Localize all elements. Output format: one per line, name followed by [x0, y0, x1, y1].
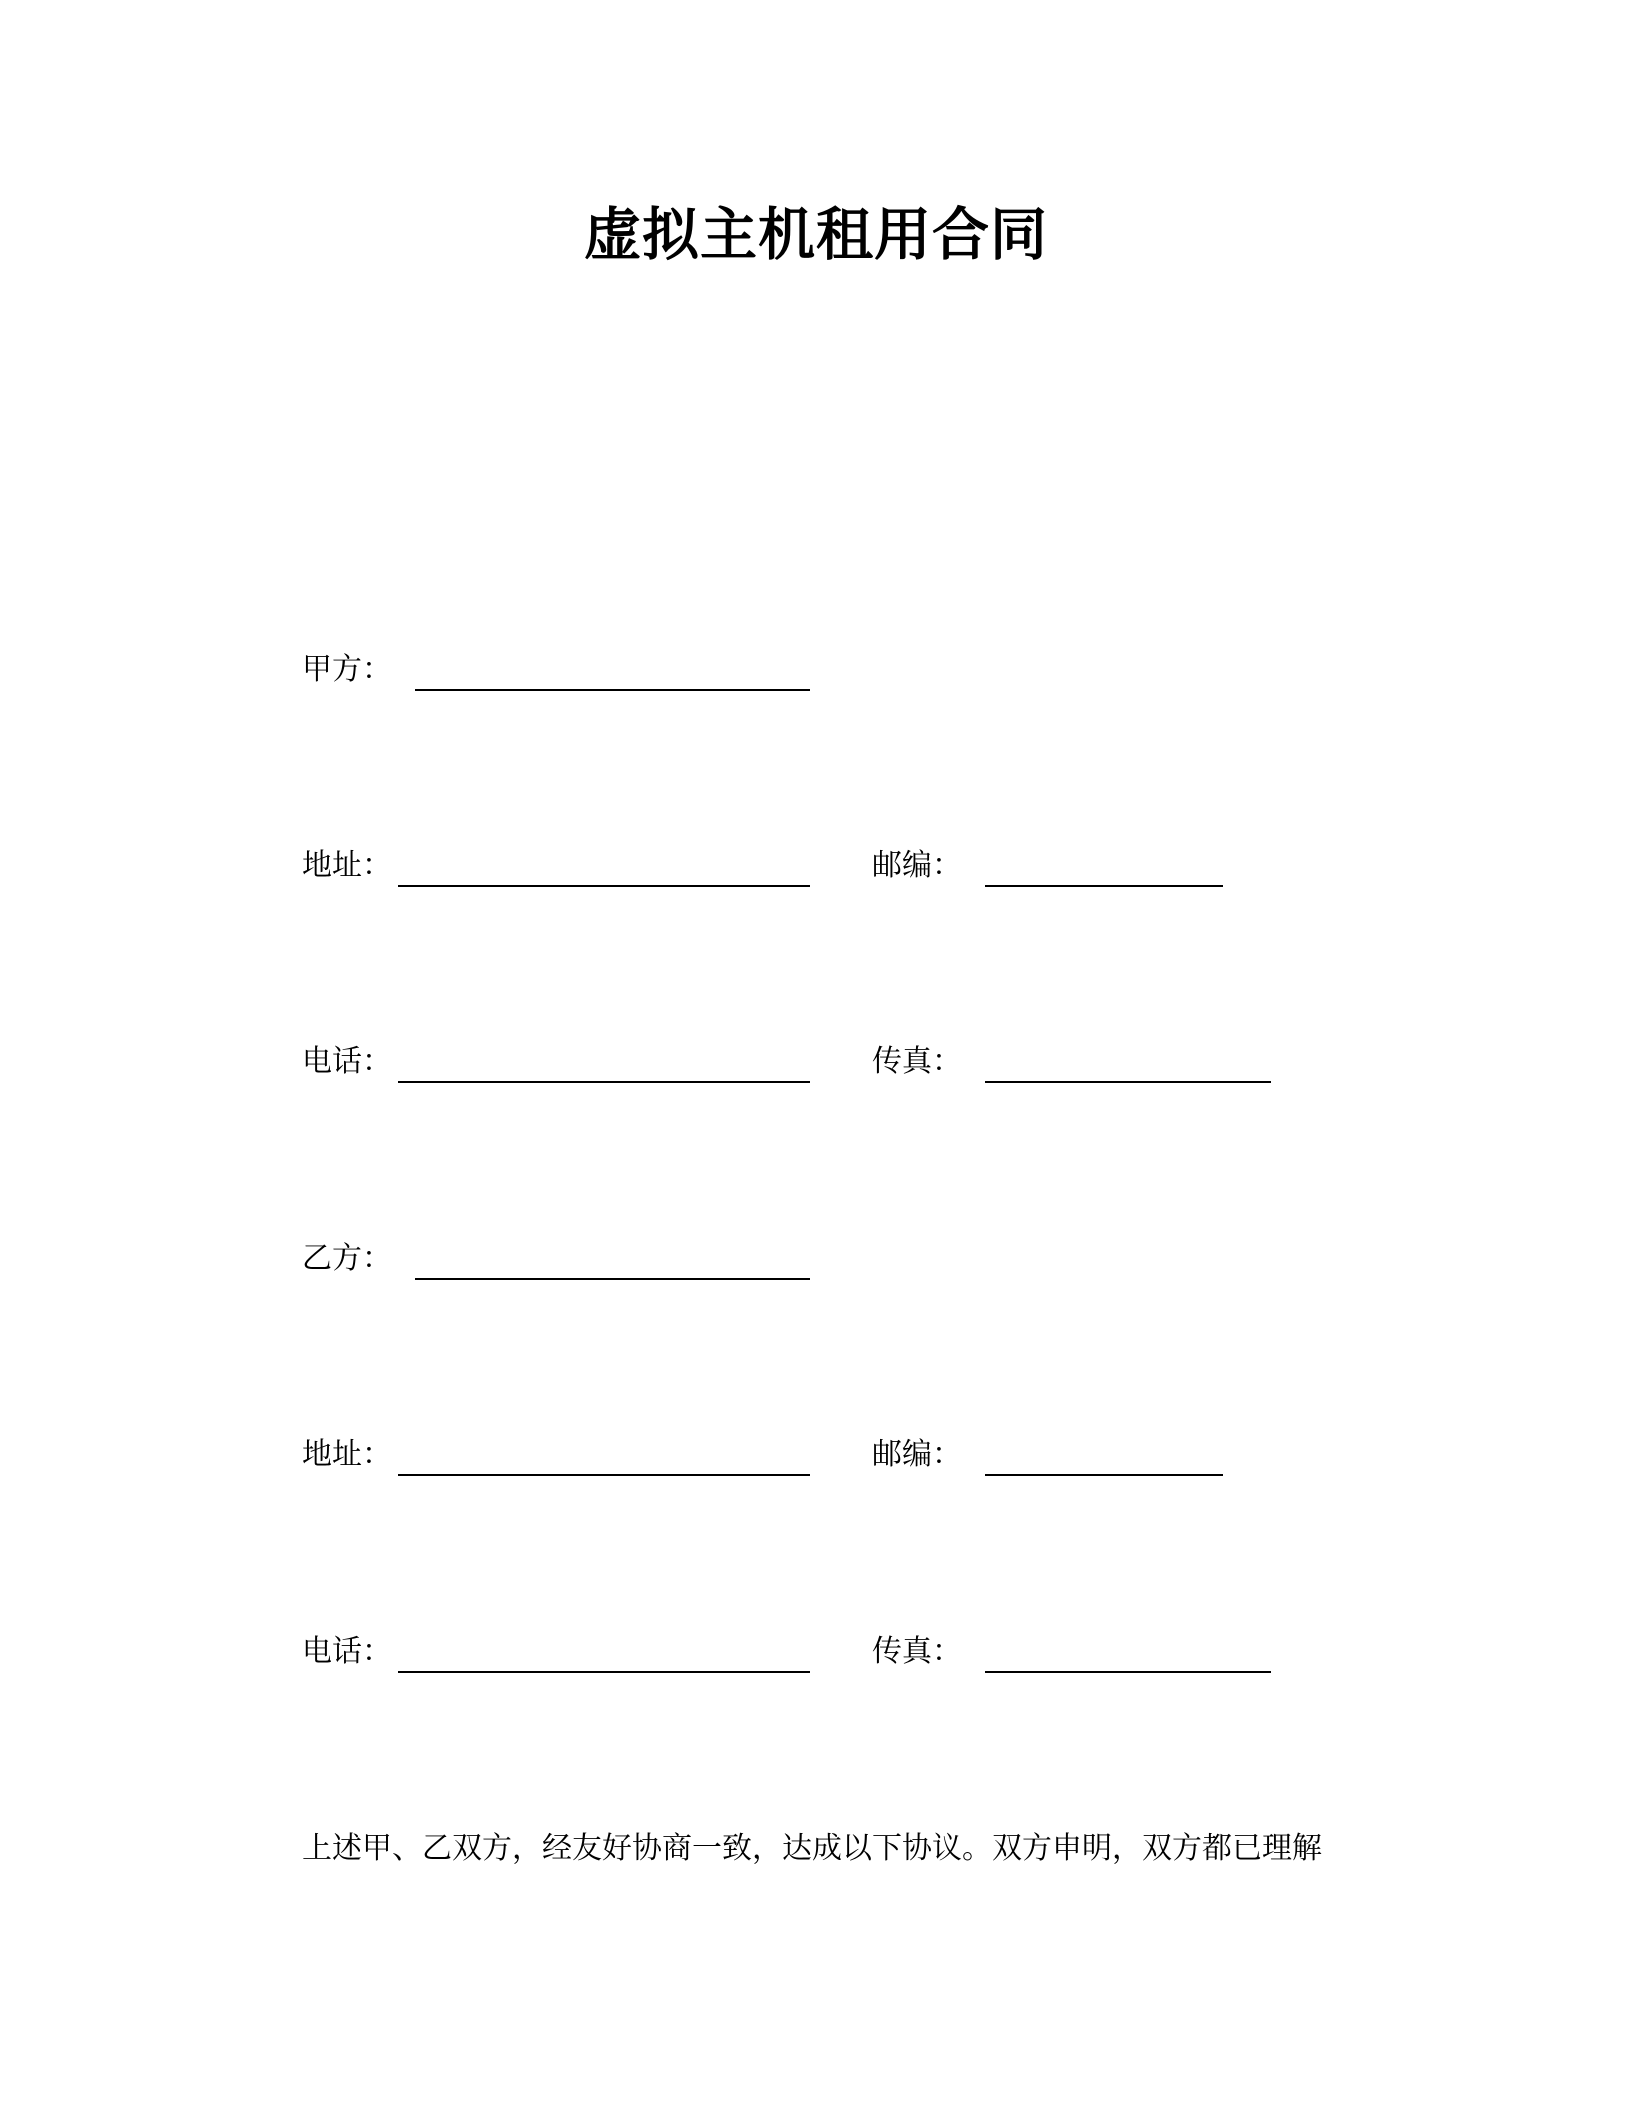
page-title: 虚拟主机租用合同	[584, 202, 1048, 268]
party-a-address-field[interactable]	[398, 885, 810, 887]
party-a-postcode-label: 邮编：	[872, 848, 962, 883]
party-a-fax-label: 传真：	[872, 1044, 962, 1079]
party-b-address-field[interactable]	[398, 1474, 810, 1476]
party-a-phone-label: 电话：	[302, 1044, 392, 1079]
party-b-phone-field[interactable]	[398, 1671, 810, 1673]
party-b-postcode-field[interactable]	[985, 1474, 1223, 1476]
party-b-name-field[interactable]	[415, 1278, 810, 1280]
party-b-postcode-label: 邮编：	[872, 1437, 962, 1472]
party-b-fax-field[interactable]	[985, 1671, 1271, 1673]
party-a-name-field[interactable]	[415, 689, 810, 691]
party-b-fax-label: 传真：	[872, 1634, 962, 1669]
party-a-fax-field[interactable]	[985, 1081, 1271, 1083]
party-b-address-label: 地址：	[302, 1437, 392, 1472]
party-a-postcode-field[interactable]	[985, 885, 1223, 887]
party-a-address-label: 地址：	[302, 848, 392, 883]
party-a-phone-field[interactable]	[398, 1081, 810, 1083]
party-b-label: 乙方：	[302, 1241, 392, 1276]
party-a-label: 甲方：	[302, 652, 392, 687]
intro-paragraph: 上述甲、乙双方，经友好协商一致，达成以下协议。双方申明，双方都已理解	[302, 1831, 1322, 1866]
party-b-phone-label: 电话：	[302, 1634, 392, 1669]
